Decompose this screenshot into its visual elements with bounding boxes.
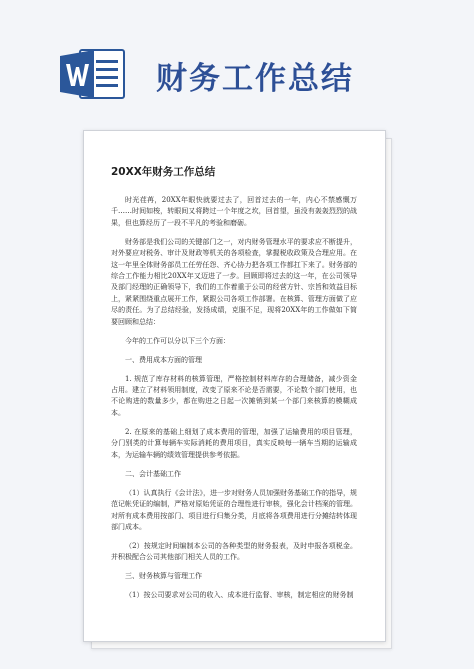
paragraph-finance-1: （1）按公司要求对公司的收入、成本进行监督、审核，制定相应的财务制	[125, 591, 354, 600]
paragraph-intro: 时光荏苒，20XX年眼快就要过去了，回首过去的一年，内心不禁感慨万千……时间如梭，转眼间又将跨过一个年度之坎，回首望，虽没有轰轰烈烈的战果，但也算经历了一段不平凡的考验和磨砺。	[111, 196, 357, 227]
paragraph-cost-1: 1. 规范了库存材料的核算管理，严格控制材料库存的合理储备，减少资金占用。建立了材料领用制度，改变了原来不论是否需要，不论数个部门使用，也不论购进的数量多少，都在购进之日起一次摊销到某一个部门来核算的模糊成本。	[111, 374, 357, 417]
paragraph-overview: 财务部是我们公司的关键部门之一，对内财务管理水平的要求应不断提升，对外要应对税务、审计及财政等机关的各项检查，掌握税收政策及合理应用。在这一年里全体财务部员工任劳任怨、齐心协力把各项工作都扛下来了。财务部的综合工作能力相比20XX年又迈进了一步。回顾即将过去的这一年，在公司领导及部门经理的正确领导下，我们的工作着重于公司的经营方针、宗旨和效益目标上，紧紧围绕重点展开工作，紧跟公司各项工作部署。在核算、管理方面做了应尽的责任。为了总结经验，发扬成绩，克服不足，现将20XX年的工作做如下简要回顾和总结：	[111, 237, 357, 326]
document-title: 20XX年财务工作总结	[111, 166, 216, 178]
document-body	[111, 165, 357, 609]
section-heading-finance: 三、财务核算与管理工作	[125, 572, 202, 581]
section-heading-cost: 一、费用成本方面的管理	[125, 355, 202, 364]
paragraph-summary-lead: 今年的工作可以分以下三个方面：	[125, 336, 230, 345]
word-document-icon	[60, 48, 126, 100]
section-heading-accounting: 二、会计基础工作	[125, 469, 181, 478]
paragraph-cost-2: 2. 在原来的基础上细划了成本费用的管理，加强了运输费用的项目管理，分门别类的计算每辆车实际消耗的费用项目，真实反映每一辆车当期的运输成本，为运输车辆的绩效管理提供参考依据。	[111, 427, 357, 459]
document-page	[83, 130, 386, 642]
header-title: 财务工作总结	[156, 61, 354, 97]
paragraph-accounting-2: （2）按规定时间编制本公司的各种类型的财务报表，及时申报各项税金。并积极配合公司其他部门相关人员的工作。	[111, 541, 357, 562]
paragraph-accounting-1: （1）认真执行《会计法》，进一步对财务人员加强财务基础工作的指导，规范记帐凭证的编制，严格对原始凭证的合理性进行审核，强化会计档案的管理。对所有成本费用按部门、项目进行归集分类，月底将各项费用进行分摊结转体现部门成本。	[111, 488, 357, 531]
header-banner	[0, 0, 474, 125]
